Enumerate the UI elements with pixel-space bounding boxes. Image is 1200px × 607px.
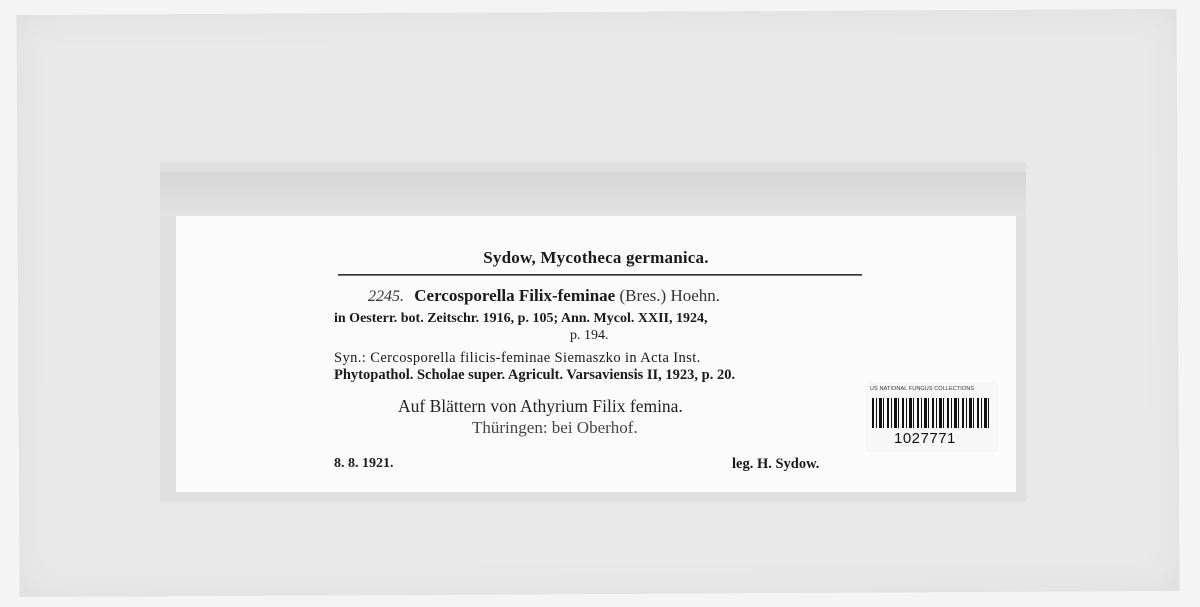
reference-line-1: in Oesterr. bot. Zeitschr. 1916, p. 105; Ann. Mycol. XXII, 1924, [334,311,708,326]
species-author: (Bres.) Hoehn. [619,286,721,305]
synonym-line-2: Phytopathol. Scholae super. Agricult. Varsaviensis II, 1923, p. 20. [334,367,736,383]
locality: Thüringen: bei Oberhof. [472,418,638,437]
synonym-block [334,350,864,384]
exsiccata-number: 2245. [368,288,404,305]
barcode-number: 1027771 [894,430,956,447]
collector: leg. H. Sydow. [732,456,820,472]
envelope-flap-band [160,172,1026,216]
barcode-caption: US NATIONAL FUNGUS COLLECTIONS [870,386,975,392]
title-divider [338,274,862,276]
literature-reference [334,310,864,344]
barcode-label [866,382,998,452]
host-substrate: Auf Blättern von Athyrium Filix femina. [398,396,683,416]
collection-date: 8. 8. 1921. [334,456,394,471]
reference-line-2: p. 194. [570,328,609,343]
series-title: Sydow, Mycotheca germanica. [483,248,709,267]
species-line [368,286,720,306]
synonym-line-1: Syn.: Cercosporella filicis-feminae Siemaszko in Acta Inst. [334,350,701,366]
species-name: Cercosporella Filix-feminae [414,286,616,305]
barcode-icon [872,398,992,428]
